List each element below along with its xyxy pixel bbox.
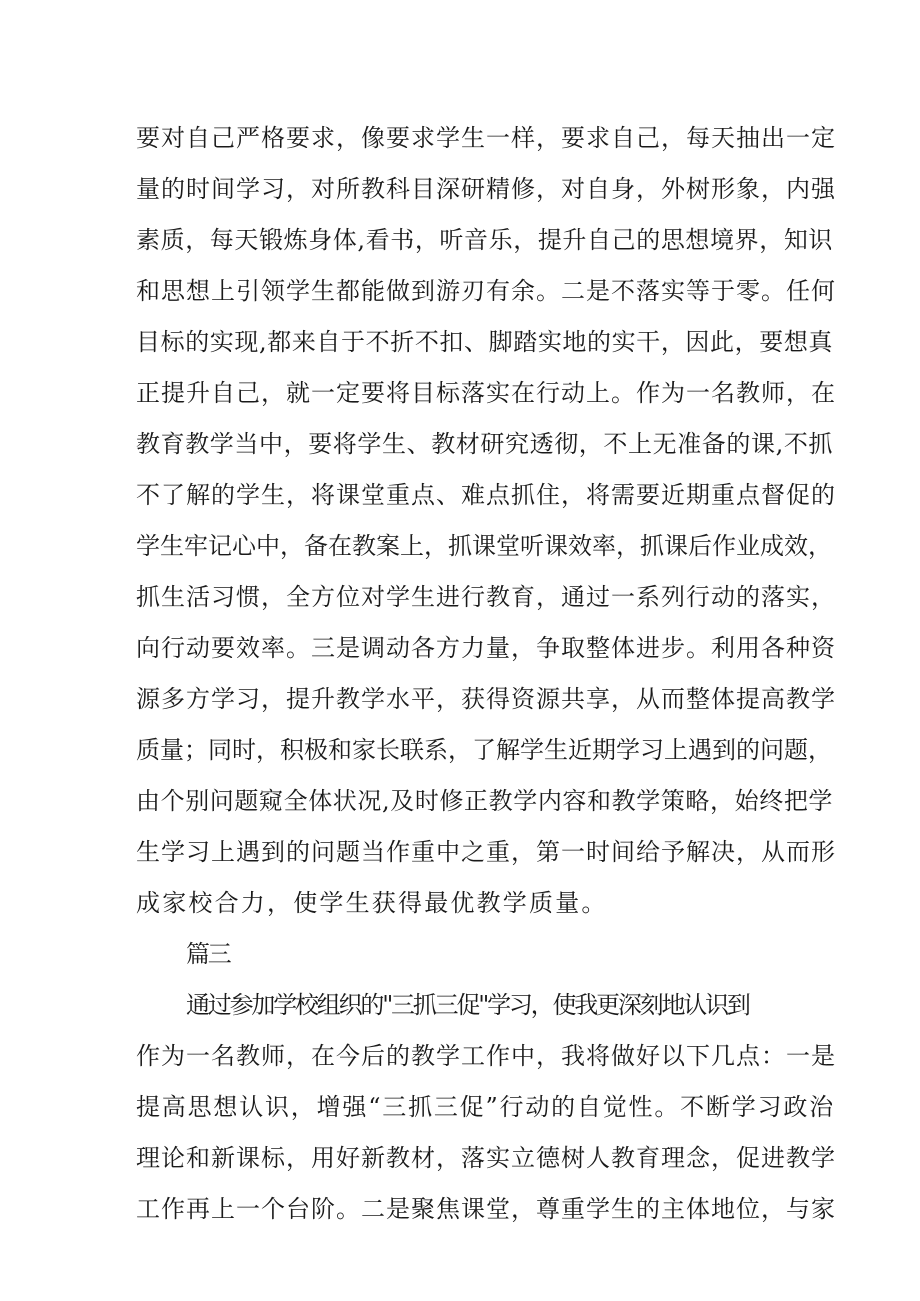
section-heading: 篇三 xyxy=(186,940,230,968)
text-line: 要对自己严格要求，像要求学生一样，要求自己，每天抽出一定 xyxy=(136,124,836,152)
text-line: 学生牢记心中，备在教案上，抓课堂听课效率，抓课后作业成效， xyxy=(136,532,832,560)
text-line: 正提升自己，就一定要将目标落实在行动上。作为一名教师，在 xyxy=(136,379,836,407)
text-line: 和思想上引领学生都能做到游刃有余。二是不落实等于零。任何 xyxy=(136,277,836,305)
text-line: 由个别问题窥全体状况,及时修正教学内容和教学策略，始终把学 xyxy=(136,787,834,815)
text-line: 抓生活习惯，全方位对学生进行教育，通过一系列行动的落实， xyxy=(136,583,836,611)
text-line: 教育教学当中，要将学生、教材研究透彻，不上无准备的课,不抓 xyxy=(136,430,834,458)
text-line: 素质，每天锻炼身体,看书，听音乐，提升自己的思想境界，知识 xyxy=(136,226,834,254)
text-line: 生学习上遇到的问题当作重中之重，第一时间给予解决，从而形 xyxy=(136,838,836,866)
text-line: 源多方学习，提升教学水平，获得资源共享，从而整体提高教学 xyxy=(136,685,836,713)
text-line: 工作再上一个台阶。二是聚焦课堂，尊重学生的主体地位，与家 xyxy=(136,1195,836,1223)
text-line: 作为一名教师，在今后的教学工作中，我将做好以下几点：一是 xyxy=(136,1042,836,1070)
text-line: 不了解的学生，将课堂重点、难点抓住，将需要近期重点督促的 xyxy=(136,481,836,509)
text-line: 理论和新课标，用好新教材，落实立德树人教育理念，促进教学 xyxy=(136,1144,836,1172)
text-line: 质量；同时，积极和家长联系，了解学生近期学习上遇到的问题， xyxy=(136,736,832,764)
text-line: 目标的实现,都来自于不折不扣、脚踏实地的实干，因此，要想真 xyxy=(136,328,834,356)
text-line: 通过参加学校组织的"三抓三促"学习，使我更深刻地认识到 xyxy=(186,991,749,1019)
text-line: 向行动要效率。三是调动各方力量，争取整体进步。利用各种资 xyxy=(136,634,836,662)
text-line: 量的时间学习，对所教科目深研精修，对自身，外树形象，内强 xyxy=(136,175,836,203)
text-line: 成家校合力，使学生获得最优教学质量。 xyxy=(136,889,608,917)
text-line: 提高思想认识，增强“三抓三促”行动的自觉性。不断学习政治 xyxy=(136,1093,835,1121)
